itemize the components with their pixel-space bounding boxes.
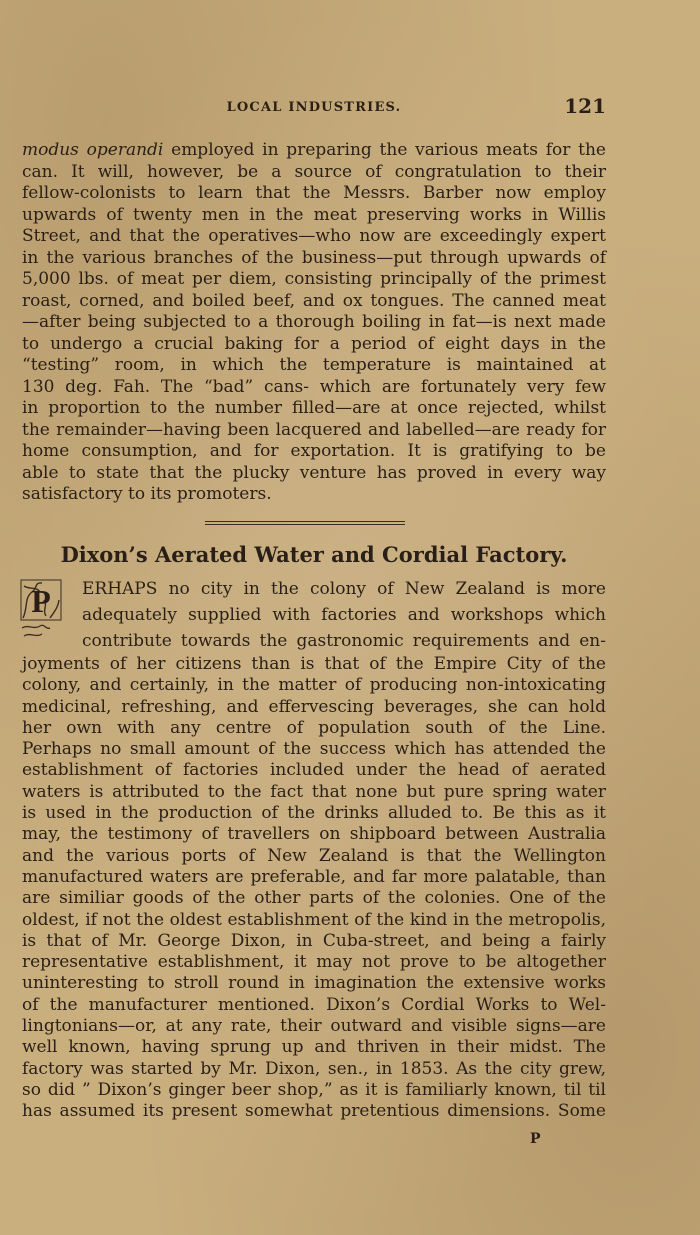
text-line: satisfactory to its promoters. — [22, 484, 272, 504]
text-line: ERHAPS no city in the colony of New Zealand is more — [82, 579, 606, 599]
running-head — [22, 92, 606, 122]
text-line: can. It will, however, be a source of congratulation to their — [22, 161, 606, 182]
paragraph-dixon-factory — [22, 654, 606, 1123]
page-number: 121 — [564, 94, 606, 118]
opening-lines — [82, 576, 606, 654]
text-line: upwards of twenty men in the meat preserving works in Willis — [22, 204, 606, 225]
text-line: in the various branches of the business—put through upwards of — [22, 247, 606, 268]
text-line: “testing” room, in which the temperature is maintained at — [22, 355, 606, 375]
running-title: LOCAL INDUSTRIES. — [226, 100, 402, 115]
text-line: joyments of her citizens than is that of the Empire City of the — [22, 654, 606, 674]
text-line: of the manufacturer mentioned. Dixon’s Cordial Works to Wel- — [22, 994, 606, 1015]
text-line: modus operandi employed in preparing the various meats for the — [22, 140, 606, 160]
text-line: home consumption, and for exportation. It is gratifying to be — [22, 441, 606, 461]
section-divider — [205, 521, 405, 527]
text-line: roast, corned, and boiled beef, and ox tongues. The canned meat — [22, 290, 606, 311]
text-line: in proportion to the number filled—are at once rejected, whilst — [22, 398, 606, 418]
text-line: oldest, if not the oldest establishment of the kind in the metropolis, — [22, 909, 606, 930]
text-line: has assumed its present somewhat pretentious dimensions. Some — [22, 1101, 606, 1122]
text-line: lingtonians—or, at any rate, their outward and visible signs—are — [22, 1016, 606, 1037]
text-line: colony, and certainly, in the matter of producing non-intoxicating — [22, 675, 606, 696]
paragraph-meat-preserving — [22, 140, 606, 506]
dropcap-ornament — [20, 578, 76, 640]
text-line: Street, and that the operatives—who now are exceedingly expert — [22, 226, 606, 246]
text-line: contribute towards the gastronomic requirements and en- — [82, 631, 606, 651]
text-line: to undergo a crucial baking for a period of eight days in the — [22, 333, 606, 354]
text-line: fellow-colonists to learn that the Messrs. Barber now employ — [22, 183, 606, 203]
text-line: representative establishment, it may not prove to be altogether — [22, 952, 606, 973]
italic-phrase: modus operandi — [22, 140, 164, 160]
text-line: Perhaps no small amount of the success which has attended the — [22, 739, 606, 760]
text-line: is that of Mr. George Dixon, in Cuba-street, and being a fairly — [22, 930, 606, 951]
text-line: 5,000 lbs. of meat per diem, consisting principally of the primest — [22, 269, 606, 289]
text-line: so did ” Dixon’s ginger beer shop,” as it is familiarly known, til til — [22, 1079, 606, 1100]
text-line: adequately supplied with factories and workshops which — [82, 605, 606, 625]
text-line: is used in the production of the drinks alluded to. Be this as it — [22, 803, 606, 824]
section-heading: Dixon’s Aerated Water and Cordial Factory. — [60, 542, 568, 567]
text-line: the remainder—having been lacquered and labelled—are ready for — [22, 419, 606, 440]
text-line: her own with any centre of population south of the Line. — [22, 717, 606, 738]
text-line: may, the testimony of travellers on shipboard between Australia — [22, 824, 606, 845]
text-line: factory was started by Mr. Dixon, sen., in 1853. As the city grew, — [22, 1058, 606, 1079]
text-line: well known, having sprung up and thriven in their midst. The — [22, 1037, 606, 1058]
text-line: able to state that the plucky venture has proved in every way — [22, 462, 606, 483]
text-line: and the various ports of New Zealand is that the Wellington — [22, 845, 606, 866]
text-line: establishment of factories included under the head of aerated — [22, 760, 606, 781]
text-line: —after being subjected to a thorough boiling in fat—is next made — [22, 312, 606, 332]
text-line: 130 deg. Fah. The “bad” cans- which are fortunately very few — [22, 376, 606, 397]
dropcap-letter: P — [31, 583, 51, 619]
text-line: are similiar goods of the other parts of the colonies. One of the — [22, 888, 606, 909]
text-line: waters is attributed to the fact that none but pure spring water — [22, 781, 606, 802]
text-line: medicinal, refreshing, and effervescing beverages, she can hold — [22, 696, 606, 717]
text-line: manufactured waters are preferable, and far more palatable, than — [22, 866, 606, 887]
signature-mark: P — [530, 1131, 541, 1147]
text-line: uninteresting to stroll round in imagination the extensive works — [22, 973, 606, 994]
